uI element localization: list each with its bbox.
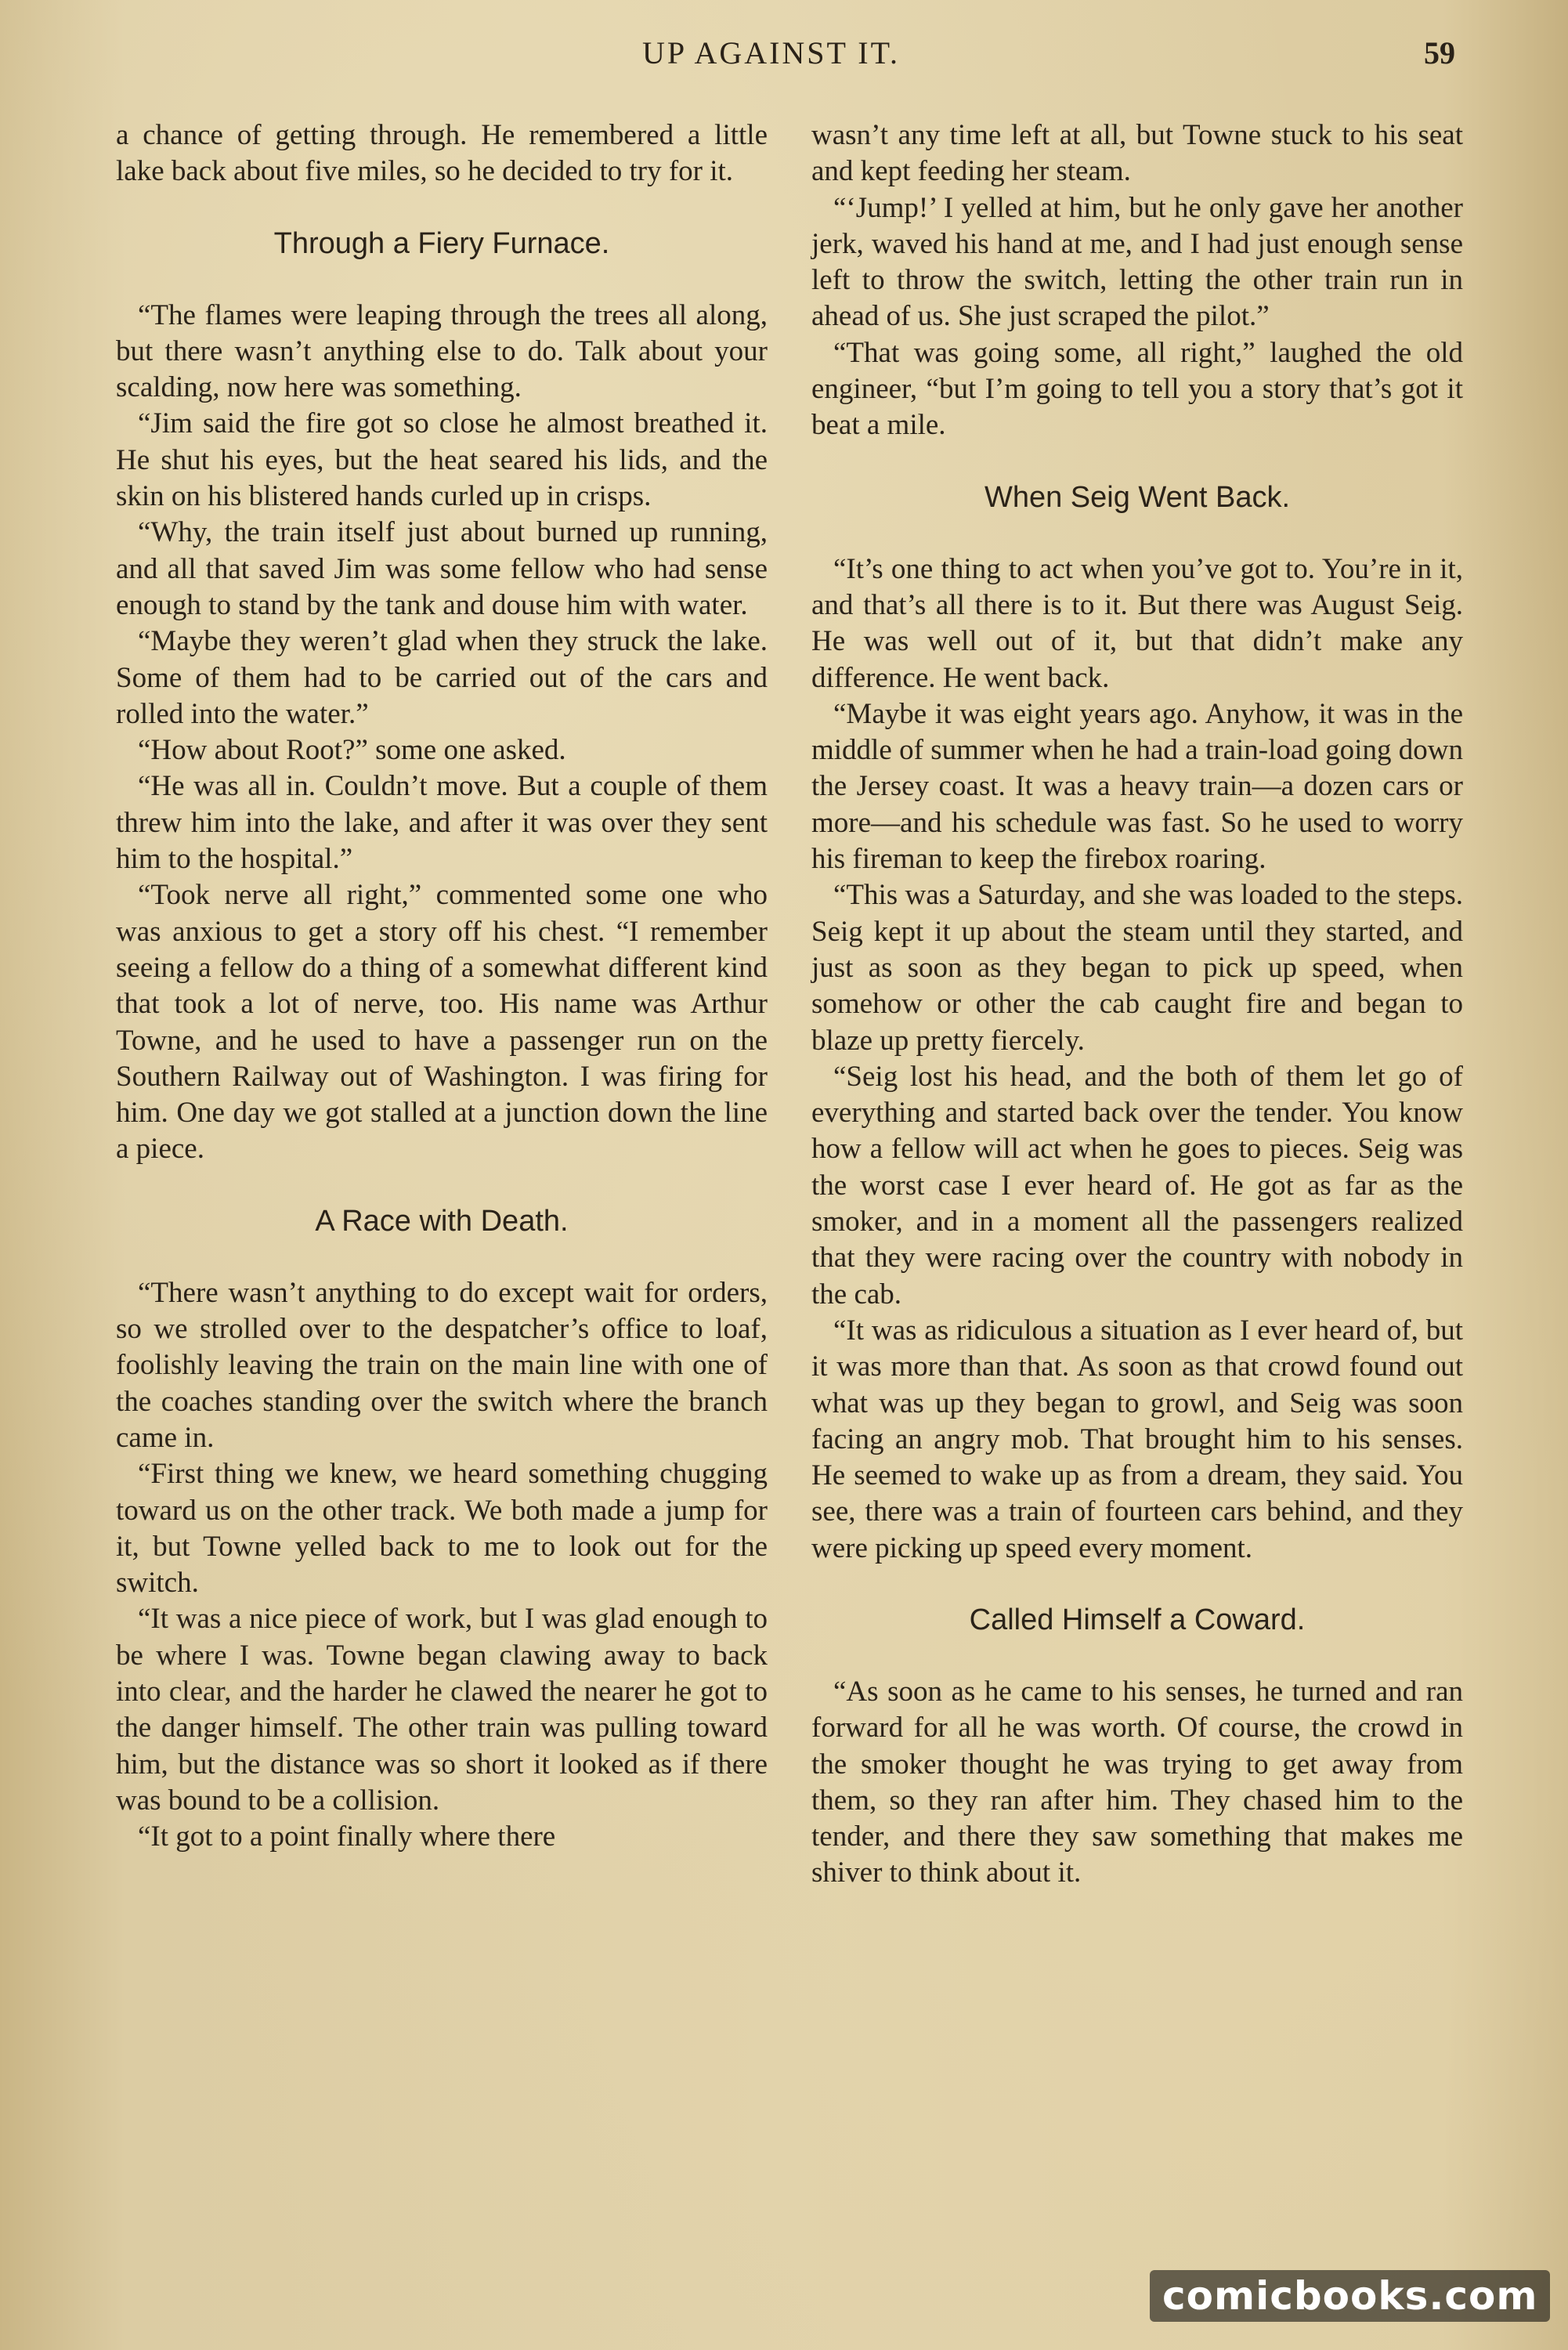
paragraph: “It was a nice piece of work, but I was glad enough to be where I was. Towne began clawing away to back into clear, and the harder he clawed the nearer he got to the danger himself. The other train was pulling toward him, but the distance was so short it looked as if there was bound to be a collision. <box>116 1603 768 1817</box>
paragraph: “As soon as he came to his senses, he turned and ran forward for all he was worth. Of course, the crowd in the smoker thought he was trying to get away from them, so they ran after him. They chased him to the tender, and there they saw something that makes me shiver to think about it. <box>811 1675 1463 1889</box>
site-watermark: comicbooks.com <box>1150 2270 1550 2322</box>
paragraph: “The flames were leaping through the trees all along, but there wasn’t anything else to do. Talk about your scalding, now here was something. <box>116 298 768 404</box>
paragraph: “This was a Saturday, and she was loaded to the steps. Seig kept it up about the steam until they started, and just as soon as they began to pick up speed, when somehow or other the cab caught fire and began to blaze up pretty fiercely. <box>811 879 1463 1057</box>
section-heading: Called Himself a Coward. <box>969 1603 1306 1636</box>
right-column <box>811 118 1463 1892</box>
paragraph: a chance of getting through. He remembered a little lake back about five miles, so he decided to try for it. <box>116 119 768 188</box>
left-column <box>116 118 768 1855</box>
section-heading: Through a Fiery Furnace. <box>273 226 610 260</box>
paragraph: “Maybe they weren’t glad when they struck the lake. Some of them had to be carried out of the cars and rolled into the water.” <box>116 625 768 730</box>
paragraph: “It was as ridiculous a situation as I ever heard of, but it was more than that. As soon as that crowd found out what was up they began to growl, and Seig was soon facing an angry mob. That brought him to his senses. He seemed to wake up as from a dream, they said. You see, there was a train of fourteen cars behind, and they were picking up speed every moment. <box>811 1314 1463 1564</box>
paragraph: “That was going some, all right,” laughed the old engineer, “but I’m going to tell you a story that’s got it beat a mile. <box>811 336 1463 442</box>
paragraph: “Seig lost his head, and the both of them let go of everything and started back over the tender. You know how a fellow will act when he goes to pieces. Seig was the worst case I ever heard of. He got as far as the smoker, and in a moment all the passengers realized that they were racing over the country with nobody in the cab. <box>811 1060 1463 1311</box>
page-number: 59 <box>1424 35 1455 70</box>
paragraph: “How about Root?” some one asked. <box>138 734 566 767</box>
paragraph: “Maybe it was eight years ago. Anyhow, it was in the middle of summer when he had a train-load going down the Jersey coast. It was a heavy train—a dozen cars or more—and his schedule was fast. So he used to worry his fireman to keep the firebox roaring. <box>811 697 1463 876</box>
paragraph: “‘Jump!’ I yelled at him, but he only gave her another jerk, waved his hand at me, and I had just enough sense left to throw the switch, letting the other train run in ahead of us. She just scraped the pilot.” <box>811 191 1463 333</box>
running-head <box>0 34 1568 81</box>
paragraph: “First thing we knew, we heard something chugging toward us on the other track. We both made a jump for it, but Towne yelled back to me to look out for the switch. <box>116 1458 768 1600</box>
section-heading: A Race with Death. <box>315 1204 569 1238</box>
paragraph: “Jim said the fire got so close he almost breathed it. He shut his eyes, but the heat seared his lids, and the skin on his blistered hands curled up in crisps. <box>116 407 768 513</box>
paragraph: “There wasn’t anything to do except wait for orders, so we strolled over to the despatcher’s office to loaf, foolishly leaving the train on the main line with one of the coaches standing over the switch where the branch came in. <box>116 1276 768 1454</box>
running-title: UP AGAINST IT. <box>642 35 901 70</box>
paragraph: wasn’t any time left at all, but Towne stuck to his seat and kept feeding her steam. <box>811 119 1463 188</box>
paragraph: “Took nerve all right,” commented some one who was anxious to get a story off his chest. “I remember seeing a fellow do a thing of a somewhat different kind that took a lot of nerve, too. His name was Arthur Towne, and he used to have a passenger run on the Southern Railway out of Washington. I was firing for him. One day we got stalled at a junction down the line a piece. <box>116 879 768 1166</box>
paragraph: “He was all in. Couldn’t move. But a couple of them threw him into the lake, and after it was over they sent him to the hospital.” <box>116 770 768 876</box>
section-heading: When Seig Went Back. <box>984 480 1291 514</box>
paragraph: “Why, the train itself just about burned up running, and all that saved Jim was some fellow who had sense enough to stand by the tank and douse him with water. <box>116 516 768 621</box>
paragraph: “It got to a point finally where there <box>138 1820 556 1853</box>
paragraph: “It’s one thing to act when you’ve got to. You’re in it, and that’s all there is to it. But there was August Seig. He was well out of it, but that didn’t make any difference. He went back. <box>811 552 1463 694</box>
